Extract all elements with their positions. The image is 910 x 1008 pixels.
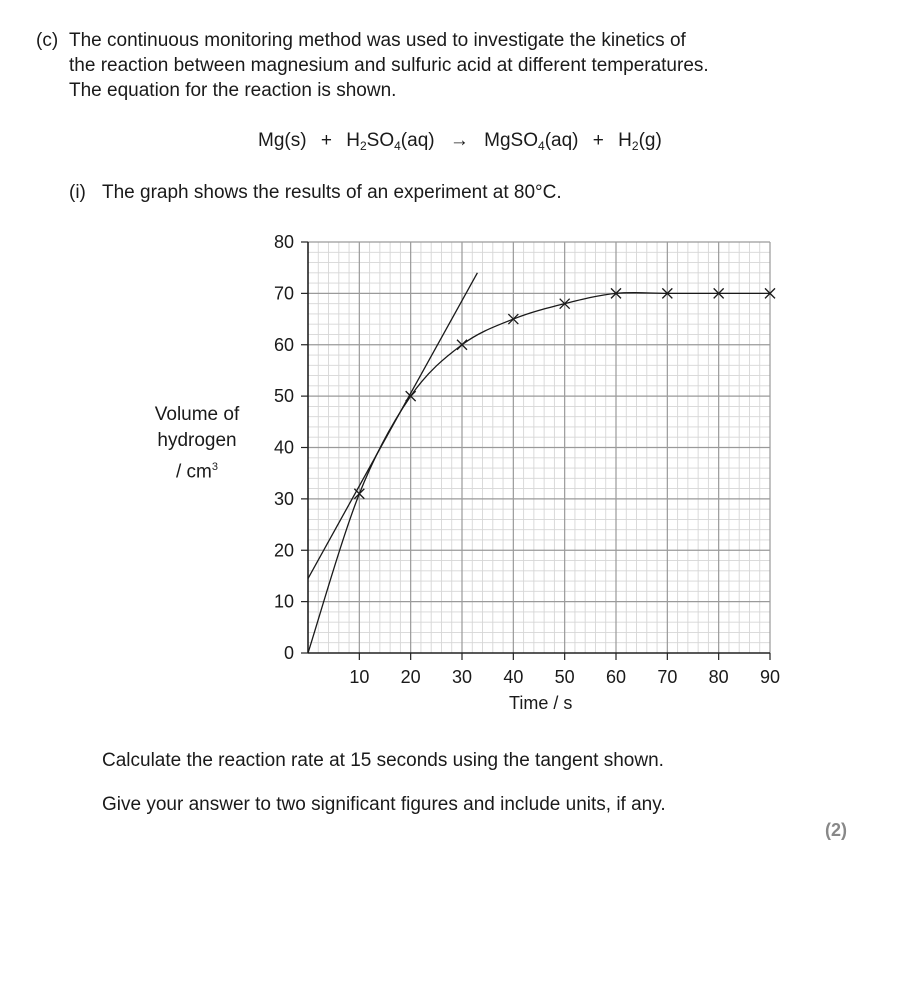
x-tick-label: 80 — [708, 667, 729, 687]
eq-mgso4: MgSO$_4$(aq) — [484, 130, 579, 153]
y-tick-label: 80 — [273, 232, 294, 252]
x-tick-label: 90 — [759, 667, 781, 687]
curve-layer — [308, 293, 770, 653]
eq-plus-1: + — [320, 130, 332, 151]
eq-h2so4: $H_2SO_4(aq)$ — [346, 130, 435, 153]
intro-line-2: the reaction between magnesium and sulfuric acid at different temperatures. — [69, 55, 709, 76]
axis-ticks — [301, 242, 770, 660]
x-tick-label: 40 — [503, 667, 524, 687]
y-axis-label-line-1: Volume of — [154, 404, 240, 425]
sub-part-text: The graph shows the results of an experiment at 80°C. — [102, 182, 562, 203]
x-tick-label: 10 — [349, 667, 370, 687]
instruction-line-1: Calculate the reaction rate at 15 seconds using the tangent shown. — [102, 750, 664, 771]
instruction-line-2: Give your answer to two significant figures and include units, if any. — [102, 794, 666, 815]
x-tick-label: 20 — [400, 667, 421, 687]
part-label: (c) — [36, 30, 59, 51]
reaction-arrow: → — [449, 130, 469, 151]
y-tick-label: 50 — [273, 386, 294, 407]
x-tick-label: 70 — [657, 667, 678, 687]
sub-part-label: (i) — [69, 182, 86, 203]
eq-h2: $H_2(g)$ — [618, 130, 662, 153]
y-tick-label: 60 — [273, 334, 294, 355]
y-tick-label: 20 — [273, 540, 294, 561]
intro-line-3: The equation for the reaction is shown. — [69, 80, 397, 101]
data-curve — [308, 293, 770, 653]
y-tick-label: 70 — [273, 283, 294, 304]
marks-indicator: (2) — [825, 820, 847, 840]
y-axis-label-line-3: / $cm^3$ — [175, 461, 218, 483]
x-axis-label: Time / s — [509, 693, 573, 713]
x-tick-label: 30 — [451, 667, 473, 687]
eq-mg: Mg(s) — [258, 130, 307, 151]
y-tick-label: 30 — [273, 488, 294, 509]
y-tick-label: 40 — [273, 437, 294, 458]
x-tick-label: 60 — [605, 667, 627, 687]
tick-labels — [274, 232, 780, 687]
y-tick-label: 10 — [273, 591, 294, 612]
y-axis-unit-superscript: 3 — [211, 461, 218, 473]
eq-plus-2: + — [592, 130, 604, 151]
y-axis-label-line-2: hydrogen — [157, 430, 237, 451]
y-tick-label: 0 — [283, 643, 294, 663]
intro-line-1: The continuous monitoring method was used to investigate the kinetics of — [69, 30, 686, 51]
x-tick-label: 50 — [554, 667, 575, 687]
